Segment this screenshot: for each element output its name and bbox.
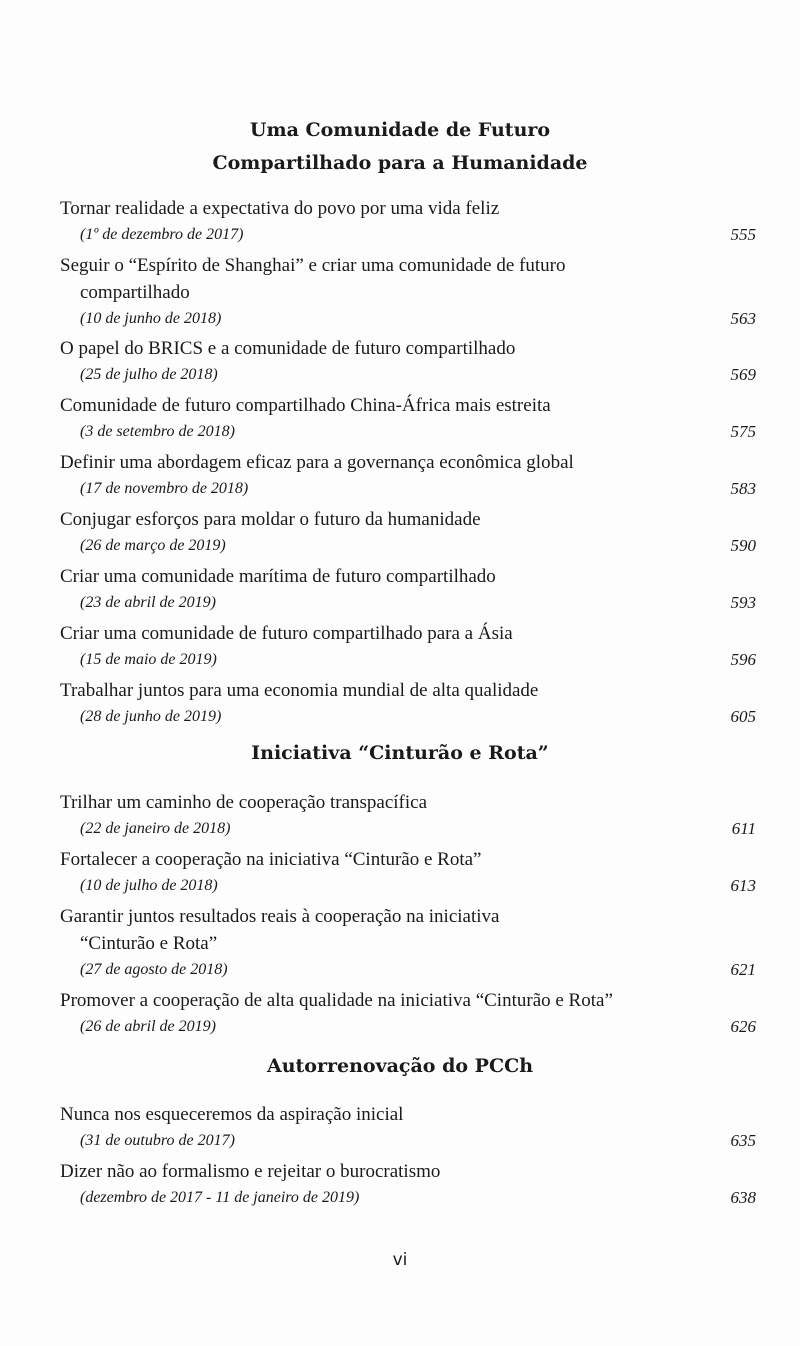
toc-entry[interactable] [60, 1101, 760, 1154]
section-heading-line: Uma Comunidade de Futuro [249, 119, 551, 141]
toc-entry[interactable] [60, 846, 760, 899]
entry-title: Conjugar esforços para moldar o futuro da humanidade [60, 509, 481, 530]
entry-date: (10 de julho de 2018) [80, 877, 218, 894]
entry-date: (25 de julho de 2018) [80, 366, 218, 383]
entry-date: (15 de maio de 2019) [80, 651, 217, 668]
entry-date: (26 de março de 2019) [80, 537, 226, 554]
entry-page-number: 563 [730, 309, 756, 328]
entry-date: (10 de junho de 2018) [80, 310, 222, 327]
toc-entry[interactable] [60, 563, 760, 616]
entry-title: Criar uma comunidade de futuro compartilhado para a Ásia [60, 623, 513, 644]
entry-title: Tornar realidade a expectativa do povo por uma vida feliz [60, 198, 500, 219]
toc-entry[interactable] [60, 620, 760, 673]
entry-date: (dezembro de 2017 - 11 de janeiro de 2019) [80, 1189, 360, 1206]
toc-entry[interactable] [60, 789, 760, 842]
toc-entry[interactable] [60, 335, 760, 388]
entry-page-number: 621 [730, 960, 756, 979]
section-heading-line: Autorrenovação do PCCh [266, 1055, 534, 1077]
entry-page-number: 638 [730, 1188, 756, 1207]
entry-page-number: 569 [730, 365, 756, 384]
entry-date: (23 de abril de 2019) [80, 594, 216, 611]
entry-title-line: Garantir juntos resultados reais à cooperação na iniciativa [60, 906, 500, 927]
toc-entry[interactable] [60, 195, 760, 248]
toc-entry[interactable] [60, 252, 760, 332]
entry-title [60, 252, 760, 306]
entry-page-number: 583 [730, 479, 756, 498]
entry-title: Promover a cooperação de alta qualidade na iniciativa “Cinturão e Rota” [60, 990, 613, 1011]
entry-date: (3 de setembro de 2018) [80, 423, 235, 440]
entry-page-number: 555 [730, 225, 756, 244]
entry-title: Definir uma abordagem eficaz para a governança econômica global [60, 452, 574, 473]
entry-date: (28 de junho de 2019) [80, 708, 222, 725]
section-heading-line: Compartilhado para a Humanidade [212, 152, 588, 174]
entry-page-number: 590 [730, 536, 756, 555]
entry-title [60, 903, 760, 957]
entry-date: (26 de abril de 2019) [80, 1018, 216, 1035]
entry-page-number: 596 [730, 650, 756, 669]
entry-date: (22 de janeiro de 2018) [80, 820, 231, 837]
section-heading [0, 114, 800, 180]
entry-date: (17 de novembro de 2018) [80, 480, 249, 497]
toc-entry[interactable] [60, 677, 760, 730]
entry-title: Nunca nos esqueceremos da aspiração inicial [60, 1104, 404, 1125]
entry-date: (31 de outubro de 2017) [80, 1132, 235, 1149]
entry-page-number: 575 [730, 422, 756, 441]
entry-title-continuation: “Cinturão e Rota” [80, 933, 218, 954]
toc-entry[interactable] [60, 392, 760, 445]
toc-entry[interactable] [60, 506, 760, 559]
entry-title-line: Seguir o “Espírito de Shanghai” e criar uma comunidade de futuro [60, 255, 566, 276]
entry-title: Trilhar um caminho de cooperação transpacífica [60, 792, 428, 813]
entry-page-number: 626 [730, 1017, 756, 1036]
entry-title: O papel do BRICS e a comunidade de futuro compartilhado [60, 338, 516, 359]
entry-page-number: 611 [731, 819, 756, 838]
entry-title-continuation: compartilhado [80, 282, 190, 303]
entry-title: Fortalecer a cooperação na iniciativa “Cinturão e Rota” [60, 849, 482, 870]
entry-page-number: 605 [730, 707, 756, 726]
toc-entry[interactable] [60, 903, 760, 983]
entry-title: Comunidade de futuro compartilhado China-África mais estreita [60, 395, 551, 416]
page-number: vi [392, 1250, 408, 1270]
section-heading [0, 737, 800, 770]
entry-title: Trabalhar juntos para uma economia mundial de alta qualidade [60, 680, 539, 701]
entry-page-number: 593 [730, 593, 756, 612]
entry-title: Criar uma comunidade marítima de futuro compartilhado [60, 566, 496, 587]
toc-entry[interactable] [60, 1158, 760, 1211]
entry-page-number: 635 [730, 1131, 756, 1150]
toc-entry[interactable] [60, 987, 760, 1040]
entry-date: (1º de dezembro de 2017) [80, 226, 244, 243]
entry-page-number: 613 [730, 876, 756, 895]
entry-date: (27 de agosto de 2018) [80, 961, 228, 978]
entry-title: Dizer não ao formalismo e rejeitar o burocratismo [60, 1161, 441, 1182]
toc-entry[interactable] [60, 449, 760, 502]
section-heading-line: Iniciativa “Cinturão e Rota” [251, 742, 549, 764]
section-heading [0, 1050, 800, 1083]
